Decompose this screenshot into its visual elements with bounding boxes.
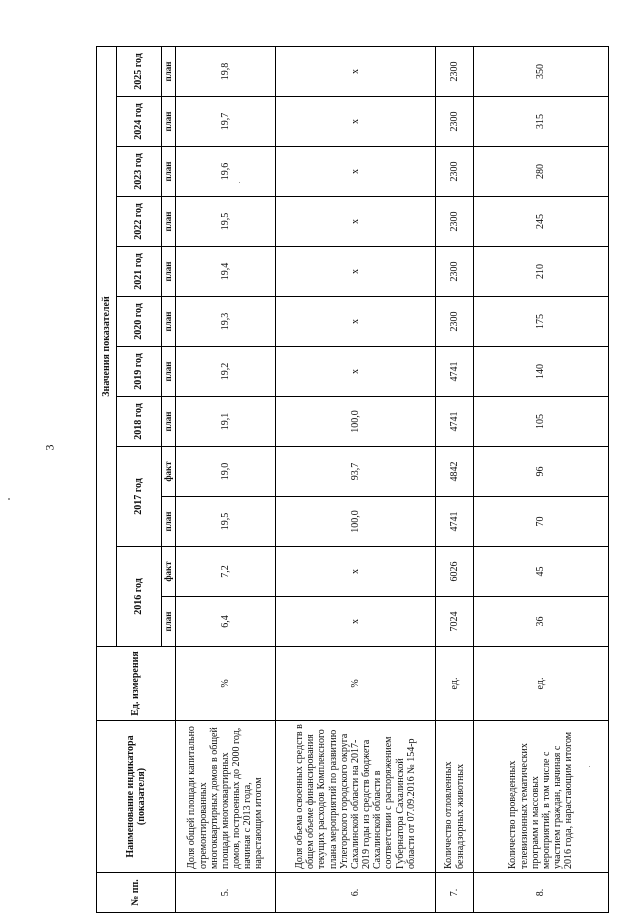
header-year-2017: 2017 год bbox=[117, 447, 162, 547]
table-row bbox=[176, 46, 276, 912]
subheader-plan: план bbox=[162, 597, 176, 647]
value-cell: 350 bbox=[474, 46, 609, 96]
indicator-name: Доля общей площади капитально отремонтированных многоквартирных домов в общей площади многоквартирных домов, построенных до 2000 год, начиная с 2013 года, нарастающим итогом bbox=[176, 721, 276, 873]
value-cell: 2300 bbox=[436, 197, 474, 247]
value-cell: 4842 bbox=[436, 447, 474, 497]
value-cell: 2300 bbox=[436, 97, 474, 147]
table-row bbox=[474, 46, 609, 912]
header-number: № пп. bbox=[97, 873, 176, 913]
value-cell: 19,7 bbox=[176, 97, 276, 147]
scan-speck bbox=[589, 766, 590, 767]
rotated-table-wrapper bbox=[96, 47, 608, 913]
indicator-name: Количество проведенных телевизионных тематических программ и массовых мероприятий, в том числе с участием граждан, начиная с 2016 года, нарастающим итогом bbox=[474, 721, 609, 873]
value-cell: 19,5 bbox=[176, 197, 276, 247]
header-year-2019: 2019 год bbox=[117, 347, 162, 397]
subheader-plan: план bbox=[162, 297, 176, 347]
row-number: 7. bbox=[436, 873, 474, 913]
subheader-plan: план bbox=[162, 46, 176, 96]
value-cell: 19,6 bbox=[176, 147, 276, 197]
indicator-unit: ед. bbox=[474, 647, 609, 721]
value-cell: 7,2 bbox=[176, 547, 276, 597]
value-cell: 2300 bbox=[436, 297, 474, 347]
value-cell: х bbox=[276, 147, 436, 197]
indicator-unit: ед. bbox=[436, 647, 474, 721]
value-cell: 19,5 bbox=[176, 497, 276, 547]
subheader-plan: план bbox=[162, 497, 176, 547]
scan-speck bbox=[8, 498, 10, 500]
indicator-name: Количество отловленных безнадзорных животных bbox=[436, 721, 474, 873]
value-cell: 70 bbox=[474, 497, 609, 547]
table-row bbox=[276, 46, 436, 912]
page-number: 3 bbox=[42, 444, 57, 451]
scan-speck bbox=[239, 182, 240, 183]
value-cell: х bbox=[276, 97, 436, 147]
value-cell: 36 bbox=[474, 597, 609, 647]
value-cell: 4741 bbox=[436, 397, 474, 447]
header-year-2024: 2024 год bbox=[117, 97, 162, 147]
value-cell: х bbox=[276, 297, 436, 347]
subheader-plan: план bbox=[162, 247, 176, 297]
value-cell: 19,0 bbox=[176, 447, 276, 497]
value-cell: 105 bbox=[474, 397, 609, 447]
header-year-2023: 2023 год bbox=[117, 147, 162, 197]
value-cell: 2300 bbox=[436, 46, 474, 96]
value-cell: 245 bbox=[474, 197, 609, 247]
value-cell: 210 bbox=[474, 247, 609, 297]
indicator-unit: % bbox=[176, 647, 276, 721]
row-number: 5. bbox=[176, 873, 276, 913]
table-row bbox=[436, 46, 474, 912]
value-cell: 140 bbox=[474, 347, 609, 397]
header-unit: Ед. измерения bbox=[97, 647, 176, 721]
header-year-2016: 2016 год bbox=[117, 547, 162, 647]
row-number: 8. bbox=[474, 873, 609, 913]
value-cell: х bbox=[276, 197, 436, 247]
value-cell: 19,2 bbox=[176, 347, 276, 397]
value-cell: 315 bbox=[474, 97, 609, 147]
indicator-name: Доля объема освоенных средств в общем объеме финансирования текущих расходов Комплексного плана мероприятий по развитию Углегорского городского округа Сахалинской области на 2017-2019 годы из средств бюджета Сахалинской области в соответствии с распоряжением Губернатора Сахалинской области от 07.09.2016 № 154-р bbox=[276, 721, 436, 873]
subheader-plan: план bbox=[162, 397, 176, 447]
value-cell: х bbox=[276, 347, 436, 397]
value-cell: х bbox=[276, 547, 436, 597]
subheader-plan: план bbox=[162, 347, 176, 397]
value-cell: 19,8 bbox=[176, 46, 276, 96]
indicator-unit: % bbox=[276, 647, 436, 721]
value-cell: 100,0 bbox=[276, 397, 436, 447]
subheader-plan: план bbox=[162, 197, 176, 247]
value-cell: 45 bbox=[474, 547, 609, 597]
value-cell: 2300 bbox=[436, 147, 474, 197]
subheader-fact: факт bbox=[162, 447, 176, 497]
value-cell: 2300 bbox=[436, 247, 474, 297]
value-cell: 19,4 bbox=[176, 247, 276, 297]
header-indicator-name: Наименование индикатора (показателя) bbox=[97, 721, 176, 873]
header-year-2021: 2021 год bbox=[117, 247, 162, 297]
value-cell: х bbox=[276, 46, 436, 96]
value-cell: 100,0 bbox=[276, 497, 436, 547]
value-cell: х bbox=[276, 247, 436, 297]
value-cell: 93,7 bbox=[276, 447, 436, 497]
header-year-2022: 2022 год bbox=[117, 197, 162, 247]
subheader-plan: план bbox=[162, 147, 176, 197]
subheader-fact: факт bbox=[162, 547, 176, 597]
value-cell: 19,3 bbox=[176, 297, 276, 347]
indicators-table bbox=[96, 46, 609, 913]
header-year-2020: 2020 год bbox=[117, 297, 162, 347]
row-number: 6. bbox=[276, 873, 436, 913]
value-cell: 280 bbox=[474, 147, 609, 197]
value-cell: 4741 bbox=[436, 347, 474, 397]
value-cell: х bbox=[276, 597, 436, 647]
header-values-group: Значения показателей bbox=[97, 46, 117, 646]
value-cell: 6,4 bbox=[176, 597, 276, 647]
value-cell: 7024 bbox=[436, 597, 474, 647]
header-year-2025: 2025 год bbox=[117, 46, 162, 96]
value-cell: 175 bbox=[474, 297, 609, 347]
value-cell: 6026 bbox=[436, 547, 474, 597]
subheader-plan: план bbox=[162, 97, 176, 147]
value-cell: 96 bbox=[474, 447, 609, 497]
header-year-2018: 2018 год bbox=[117, 397, 162, 447]
value-cell: 4741 bbox=[436, 497, 474, 547]
value-cell: 19,1 bbox=[176, 397, 276, 447]
